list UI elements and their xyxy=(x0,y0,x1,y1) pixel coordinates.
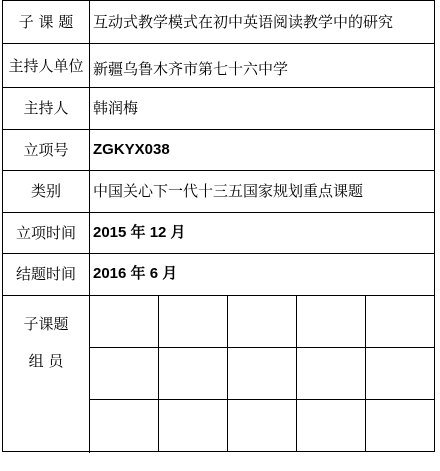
label-completion-date: 结题时间 xyxy=(15,265,76,283)
label-category: 类别 xyxy=(30,182,61,200)
value-completion-date: 2016 年 6 月 xyxy=(93,265,178,282)
label-host-unit: 主持人单位 xyxy=(8,57,84,75)
row-divider xyxy=(3,170,434,171)
members-grid-col-divider xyxy=(365,295,366,451)
row-divider xyxy=(3,253,434,254)
label-approval-date: 立项时间 xyxy=(15,224,76,242)
value-approval-date: 2015 年 12 月 xyxy=(93,224,186,241)
label-project-number: 立项号 xyxy=(23,141,69,159)
members-grid-col-divider xyxy=(227,295,228,451)
label-members-line1: 子课题 xyxy=(23,315,69,333)
members-grid-col-divider xyxy=(296,295,297,451)
value-host: 韩润梅 xyxy=(93,99,139,117)
value-project-number: ZGKYX038 xyxy=(93,141,170,158)
members-grid-row-divider xyxy=(89,399,434,400)
members-grid xyxy=(89,295,434,451)
value-host-unit: 新疆乌鲁木齐市第七十六中学 xyxy=(93,60,289,78)
value-subtopic: 互动式教学模式在初中英语阅读教学中的研究 xyxy=(93,13,394,31)
project-info-table xyxy=(2,0,435,452)
members-grid-col-divider xyxy=(158,295,159,451)
row-divider xyxy=(3,43,434,44)
label-members-line2: 组 员 xyxy=(28,352,64,370)
members-grid-row-divider xyxy=(89,347,434,348)
row-divider xyxy=(3,87,434,88)
row-divider xyxy=(3,129,434,130)
value-category: 中国关心下一代十三五国家规划重点课题 xyxy=(93,182,364,200)
label-subtopic: 子 课 题 xyxy=(18,13,74,31)
row-divider xyxy=(3,212,434,213)
label-host: 主持人 xyxy=(23,99,69,117)
